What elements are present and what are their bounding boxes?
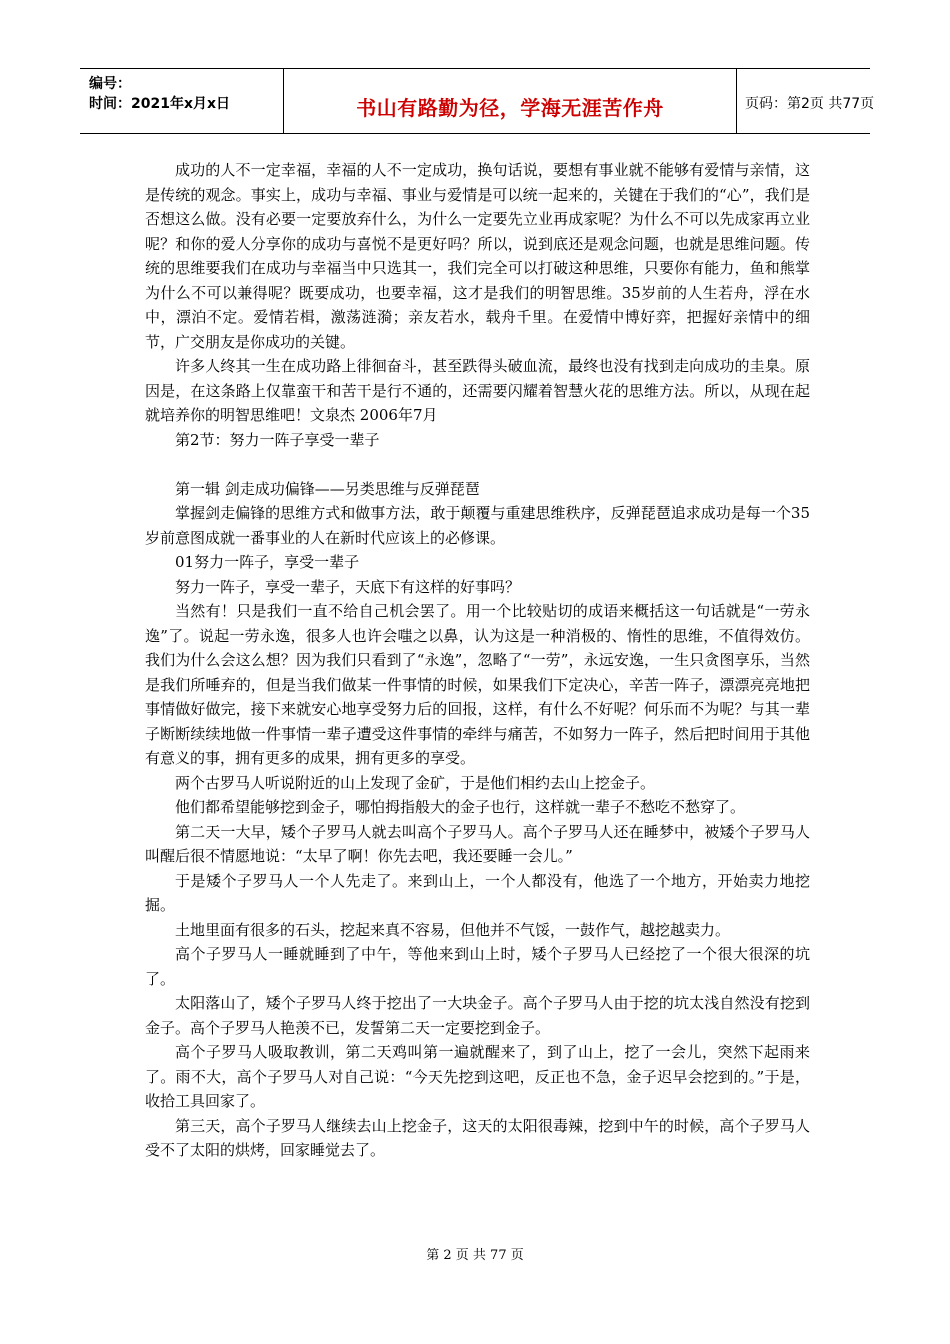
document-number-label: 编号： [89,76,131,92]
paragraph: 当然有！只是我们一直不给自己机会罢了。用一个比较贴切的成语来概括这一句话就是“一劳永逸”了。说起一劳永逸，很多人也许会嗤之以鼻，认为这是一种消极的、惰性的思维，不值得效仿。我们为什么会这么想？因为我们只看到了“永逸”，忽略了“一劳”，永远安逸，一生只贪图享乐，当然是我们所唾弃的，但是当我们做某一件事情的时候，如果我们下定决心，辛苦一阵子，漂漂亮亮地把事情做好做完，接下来就安心地享受努力后的回报，这样，有什么不好呢？何乐而不为呢？与其一辈子断断续续地做一件事情一辈子遭受这件事情的牵绊与痛苦，不如努力一阵子，然后把时间用于其他有意义的事，拥有更多的成果，拥有更多的享受。 [145,602,810,767]
header-page-cell [737,69,875,133]
paragraph: 土地里面有很多的石头，挖起来真不容易，但他并不气馁，一鼓作气，越挖越卖力。 [175,920,731,939]
paragraph: 掌握剑走偏锋的思维方式和做事方法，敢于颠覆与重建思维秩序，反弹琵琶追求成功是每一个35岁前意图成就一番事业的人在新时代应该上的必修课。 [145,504,810,547]
header-motto: 书山有路勤为径，学海无涯苦作舟 [356,95,664,120]
paragraph: 太阳落山了，矮个子罗马人终于挖出了一大块金子。高个子罗马人由于挖的坑太浅自然没有挖到金子。高个子罗马人艳羡不已，发誓第二天一定要挖到金子。 [145,994,810,1037]
page-footer: 第 2 页 共 77 页 [426,1248,524,1263]
paragraph: 高个子罗马人吸取教训，第二天鸡叫第一遍就醒来了，到了山上，挖了一会儿，突然下起雨来了。雨不大，高个子罗马人对自己说：“今天先挖到这吧，反正也不急，金子迟早会挖到的。”于是，收拾工具回家了。 [145,1043,810,1110]
paragraph: 两个古罗马人听说附近的山上发现了金矿，于是他们相约去山上挖金子。 [175,773,656,792]
header-page-info: 页码：第2页 共77页 [745,96,875,112]
chapter-heading: 第一辑 剑走成功偏锋——另类思维与反弹琵琶 [175,479,480,498]
subsection-heading: 01努力一阵子，享受一辈子 [175,553,360,571]
paragraph: 许多人终其一生在成功路上徘徊奋斗，甚至跌得头破血流，最终也没有找到走向成功的圭臬。原因是，在这条路上仅靠蛮干和苦干是行不通的，还需要闪耀着智慧火花的思维方法。所以，从现在起就培养你的明智思维吧！文泉杰 2006年7月 [145,357,810,424]
section-heading: 第2节：努力一阵子享受一辈子 [175,430,380,449]
paragraph: 高个子罗马人一睡就睡到了中午，等他来到山上时，矮个子罗马人已经挖了一个很大很深的坑了。 [145,945,810,988]
paragraph: 他们都希望能够挖到金子，哪怕拇指般大的金子也行，这样就一辈子不愁吃不愁穿了。 [175,798,746,816]
paragraph: 于是矮个子罗马人一个人先走了。来到山上，一个人都没有，他选了一个地方，开始卖力地挖掘。 [145,871,810,914]
document-body [145,158,810,1163]
header-meta-cell [80,69,284,133]
paragraph: 第三天，高个子罗马人继续去山上挖金子，这天的太阳很毒辣，挖到中午的时候，高个子罗马人受不了太阳的烘烤，回家睡觉去了。 [145,1116,810,1159]
paragraph: 成功的人不一定幸福，幸福的人不一定成功，换句话说，要想有事业就不能够有爱情与亲情，这是传统的观念。事实上，成功与幸福、事业与爱情是可以统一起来的，关键在于我们的“心”，我们是否想这么做。没有必要一定要放弃什么，为什么一定要先立业再成家呢？为什么不可以先成家再立业呢？和你的爱人分享你的成功与喜悦不是更好吗？所以，说到底还是观念问题，也就是思维问题。传统的思维要我们在成功与幸福当中只选其一，我们完全可以打破这种思维，只要你有能力，鱼和熊掌为什么不可以兼得呢？既要成功，也要幸福，这才是我们的明智思维。35岁前的人生若舟，浮在水中，漂泊不定。爱情若楫，激荡涟漪；亲友若水，载舟千里。在爱情中博好弈，把握好亲情中的细节，广交朋友是你成功的关键。 [145,161,810,351]
paragraph: 第二天一大早，矮个子罗马人就去叫高个子罗马人。高个子罗马人还在睡梦中，被矮个子罗马人叫醒后很不情愿地说：“太早了啊！你先去吧，我还要睡一会儿。” [145,822,810,865]
document-date: 时间：2021年x月x日 [89,96,231,112]
paragraph: 努力一阵子，享受一辈子，天底下有这样的好事吗？ [175,577,521,596]
page-header [80,68,875,134]
header-motto-cell [284,69,737,133]
